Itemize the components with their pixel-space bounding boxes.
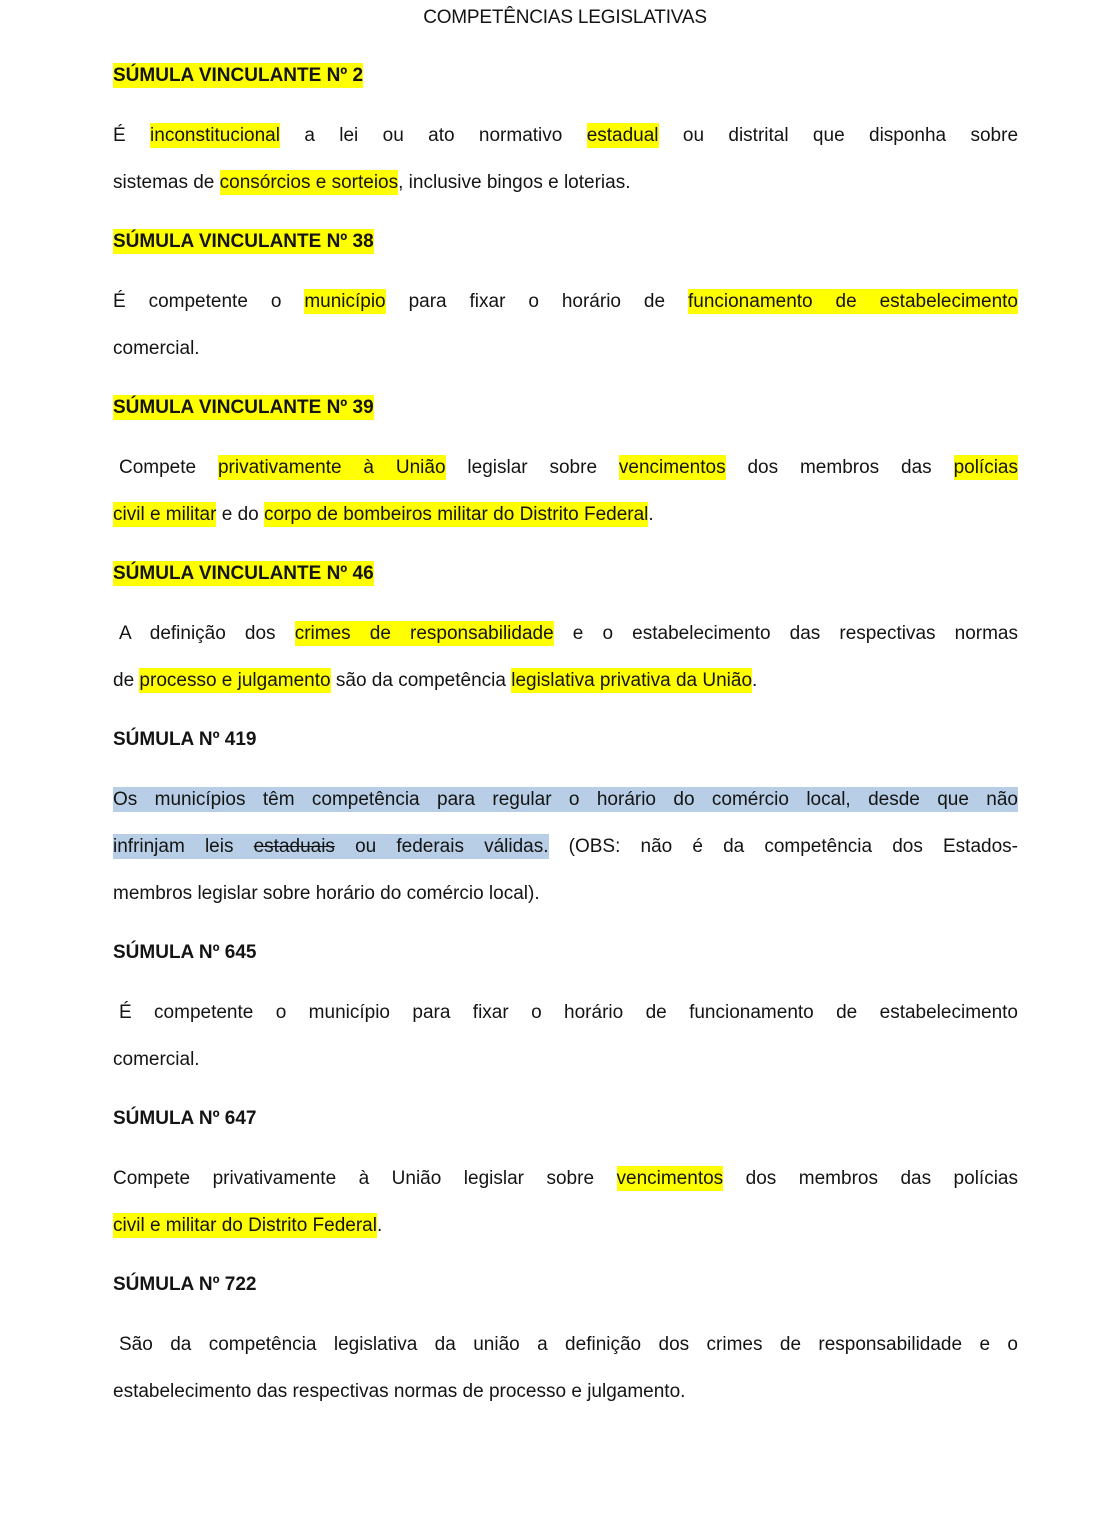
- sumula-heading-text: SÚMULA VINCULANTE Nº 39: [113, 397, 374, 418]
- sumula-heading: [113, 929, 1018, 976]
- highlighted-text: corpo de bombeiros militar do Distrito Federal: [264, 504, 649, 525]
- text-segment: são da competência: [330, 670, 512, 691]
- sumula-heading-text: SÚMULA Nº 722: [113, 1274, 257, 1295]
- text-segment: .: [648, 504, 654, 525]
- text-segment: A definição dos: [119, 623, 295, 644]
- text-segment: comercial.: [113, 1049, 200, 1070]
- highlighted-text: privativamente à União: [217, 457, 446, 478]
- highlighted-text: legislativa privativa da União: [511, 670, 753, 691]
- highlighted-text: consórcios e sorteios: [219, 172, 399, 193]
- highlighted-text: civil e militar: [113, 504, 217, 525]
- highlighted-text: estadual: [586, 125, 659, 146]
- text-segment: e o estabelecimento das respectivas normas: [553, 623, 1018, 644]
- selected-text: infrinjam leis: [113, 836, 254, 857]
- highlighted-text: crimes de responsabilidade: [294, 623, 554, 644]
- sumula-text: [113, 776, 1018, 917]
- text-line: [113, 1202, 1018, 1249]
- selected-text: Os municípios têm competência para regular o horário do comércio local, desde que não: [113, 789, 1018, 810]
- highlighted-text: inconstitucional: [150, 125, 280, 146]
- highlighted-text: vencimentos: [618, 457, 726, 478]
- text-segment: É: [113, 125, 151, 146]
- text-segment: ou distrital que disponha sobre: [658, 125, 1019, 146]
- text-segment: sistemas de: [113, 172, 220, 193]
- text-segment: dos membros das: [725, 457, 954, 478]
- highlighted-text: funcionamento de estabelecimento: [687, 291, 1018, 312]
- text-segment: Compete privativamente à União legislar sobre: [113, 1168, 617, 1189]
- text-line: [113, 159, 1018, 206]
- text-line: [113, 989, 1018, 1036]
- highlighted-text: município: [304, 291, 386, 312]
- sumula-heading: [113, 384, 1018, 431]
- text-segment: dos membros das polícias: [723, 1168, 1018, 1189]
- text-segment: membros legislar sobre horário do comércio local).: [113, 883, 540, 904]
- text-segment: de: [113, 670, 140, 691]
- highlighted-text: civil e militar do Distrito Federal: [113, 1215, 377, 1236]
- text-line: [113, 1036, 1018, 1083]
- text-segment: É competente o município para fixar o horário de funcionamento de estabelecimento: [119, 1002, 1018, 1023]
- sumula-text: [113, 1321, 1018, 1415]
- text-line: [113, 610, 1018, 657]
- sumula-heading: [113, 550, 1018, 597]
- text-segment: estabelecimento das respectivas normas de processo e julgamento.: [113, 1381, 686, 1402]
- sumula-heading-text: SÚMULA Nº 419: [113, 729, 257, 750]
- sumula-text: [113, 444, 1018, 538]
- text-segment: (OBS: não é da competência dos Estados-: [548, 836, 1018, 857]
- document-title: COMPETÊNCIAS LEGISLATIVAS: [423, 7, 707, 28]
- sumula-heading: [113, 1261, 1018, 1308]
- text-line: [113, 278, 1018, 325]
- sumula-heading: [113, 52, 1018, 99]
- text-segment: .: [752, 670, 758, 691]
- text-line: [113, 325, 1018, 372]
- text-line: [113, 657, 1018, 704]
- text-line: [113, 823, 1018, 870]
- text-line: [113, 870, 1018, 917]
- highlighted-text: vencimentos: [616, 1168, 724, 1189]
- text-segment: comercial.: [113, 338, 200, 359]
- highlighted-text: polícias: [953, 457, 1018, 478]
- sumula-heading-text: SÚMULA Nº 645: [113, 942, 257, 963]
- text-line: [113, 1368, 1018, 1415]
- text-segment: É competente o: [113, 291, 305, 312]
- selected-text: ou federais válidas.: [334, 836, 549, 857]
- sumula-text: [113, 1155, 1018, 1249]
- sumula-text: [113, 610, 1018, 704]
- selected-text: estaduais: [253, 836, 335, 857]
- text-line: [113, 776, 1018, 823]
- sumula-heading-text: SÚMULA VINCULANTE Nº 2: [113, 65, 364, 86]
- text-segment: para fixar o horário de: [385, 291, 688, 312]
- text-segment: e do: [216, 504, 264, 525]
- text-segment: , inclusive bingos e loterias.: [398, 172, 631, 193]
- text-line: [113, 491, 1018, 538]
- sumula-heading: [113, 716, 1018, 763]
- text-segment: a lei ou ato normativo: [279, 125, 587, 146]
- sumula-heading-text: SÚMULA VINCULANTE Nº 46: [113, 563, 374, 584]
- highlighted-text: processo e julgamento: [139, 670, 331, 691]
- text-segment: São da competência legislativa da união a definição dos crimes de responsabilidade e o: [119, 1334, 1018, 1355]
- text-line: [113, 1321, 1018, 1368]
- sumula-text: [113, 112, 1018, 206]
- document-body: [113, 52, 1018, 1427]
- sumula-heading: [113, 218, 1018, 265]
- sumula-heading-text: SÚMULA VINCULANTE Nº 38: [113, 231, 374, 252]
- text-segment: .: [376, 1215, 383, 1236]
- sumula-heading: [113, 1095, 1018, 1142]
- sumula-text: [113, 278, 1018, 372]
- sumula-text: [113, 989, 1018, 1083]
- text-segment: Compete: [119, 457, 218, 478]
- text-line: [113, 112, 1018, 159]
- text-line: [113, 1155, 1018, 1202]
- sumula-heading-text: SÚMULA Nº 647: [113, 1108, 257, 1129]
- text-line: [113, 444, 1018, 491]
- text-segment: legislar sobre: [445, 457, 619, 478]
